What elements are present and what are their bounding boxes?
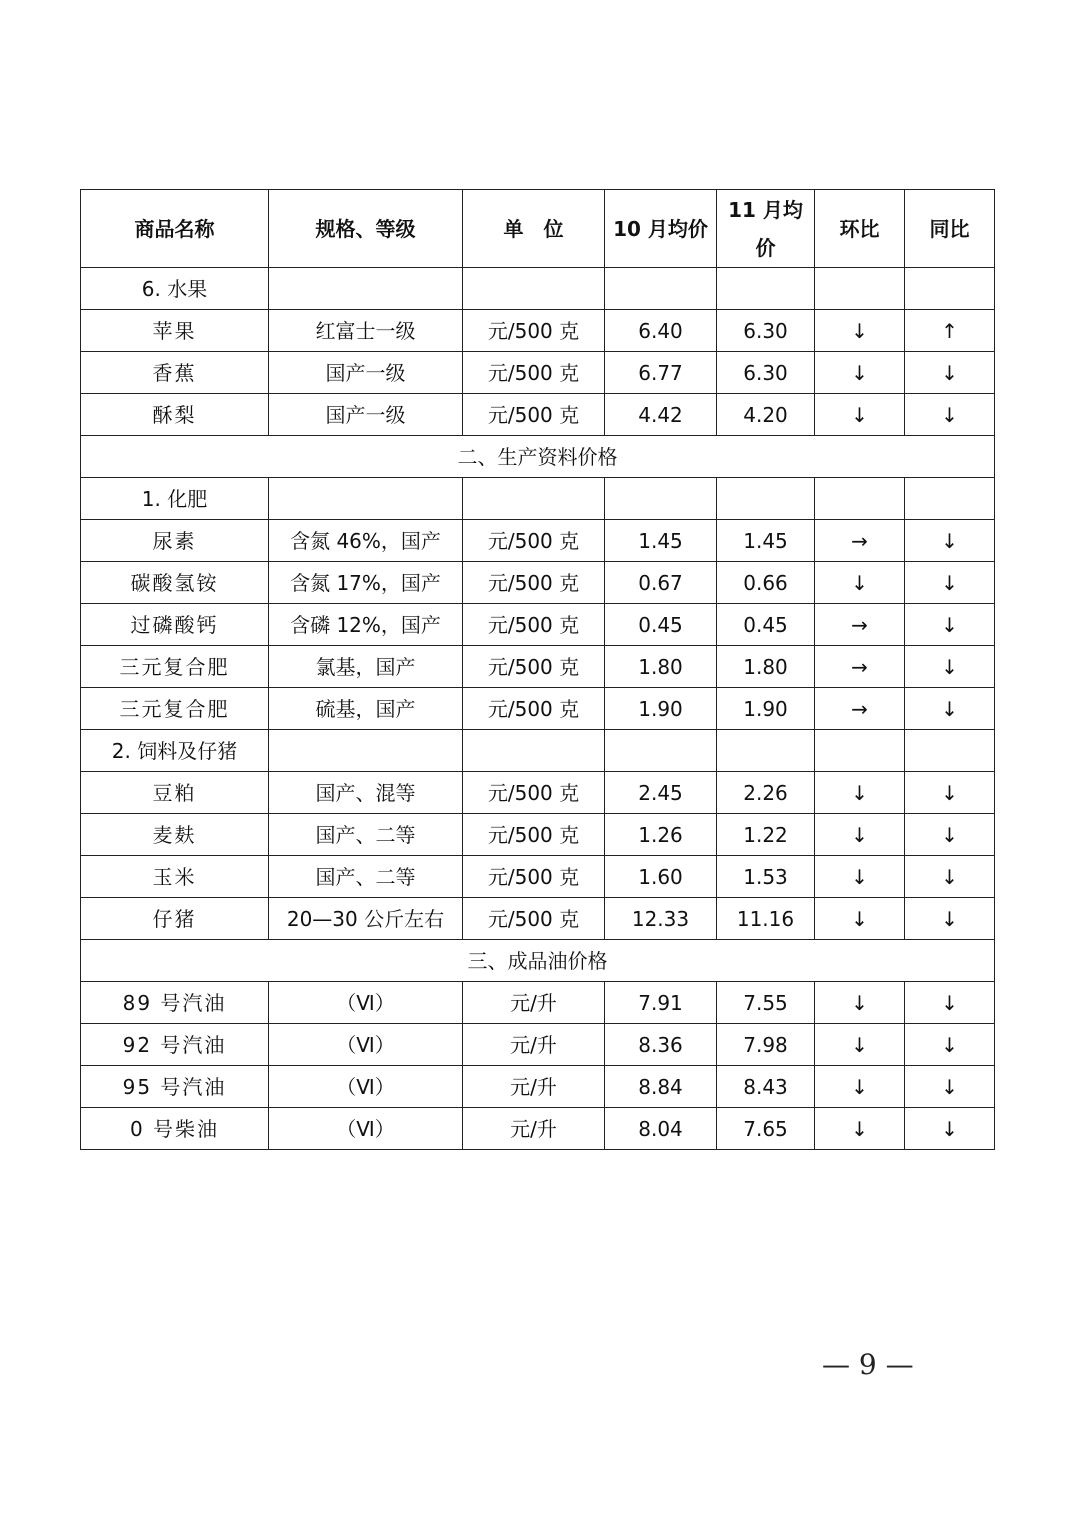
table-row	[81, 772, 995, 814]
cell-yoy: ↓	[905, 688, 995, 730]
category-row	[81, 730, 995, 772]
cell-oct: 1.45	[605, 520, 717, 562]
cell-unit: 元/升	[463, 1066, 605, 1108]
table-row	[81, 520, 995, 562]
cell-oct: 8.84	[605, 1066, 717, 1108]
empty-cell	[905, 730, 995, 772]
cell-yoy: ↓	[905, 1066, 995, 1108]
cell-spec: （Ⅵ）	[269, 1024, 463, 1066]
section-row	[81, 436, 995, 478]
table-row	[81, 982, 995, 1024]
cell-spec: 20—30 公斤左右	[269, 898, 463, 940]
header-unit: 单 位	[463, 190, 605, 268]
cell-mom: ↓	[815, 1108, 905, 1150]
table-row	[81, 1024, 995, 1066]
empty-cell	[815, 268, 905, 310]
cell-oct: 0.67	[605, 562, 717, 604]
cell-oct: 6.77	[605, 352, 717, 394]
cell-unit: 元/升	[463, 982, 605, 1024]
cell-nov: 2.26	[717, 772, 815, 814]
cell-mom: ↓	[815, 814, 905, 856]
cell-mom: ↓	[815, 982, 905, 1024]
cell-nov: 7.55	[717, 982, 815, 1024]
empty-cell	[269, 478, 463, 520]
empty-cell	[463, 268, 605, 310]
table-row	[81, 352, 995, 394]
cell-spec: 氯基，国产	[269, 646, 463, 688]
cell-mom: ↓	[815, 310, 905, 352]
empty-cell	[605, 730, 717, 772]
header-mom: 环比	[815, 190, 905, 268]
cell-mom: ↓	[815, 856, 905, 898]
header-nov-price	[717, 190, 815, 268]
cell-spec: 国产一级	[269, 394, 463, 436]
empty-cell	[905, 268, 995, 310]
header-oct-price: 10 月均价	[605, 190, 717, 268]
cell-name: 过磷酸钙	[81, 604, 269, 646]
cell-yoy: ↓	[905, 856, 995, 898]
header-row	[81, 190, 995, 268]
cell-oct: 8.36	[605, 1024, 717, 1066]
cell-unit: 元/500 克	[463, 310, 605, 352]
cell-yoy: ↓	[905, 352, 995, 394]
cell-nov: 11.16	[717, 898, 815, 940]
cell-yoy: ↓	[905, 1108, 995, 1150]
cell-nov: 0.66	[717, 562, 815, 604]
cell-oct: 6.40	[605, 310, 717, 352]
cell-nov: 7.98	[717, 1024, 815, 1066]
cell-oct: 1.26	[605, 814, 717, 856]
cell-unit: 元/500 克	[463, 814, 605, 856]
cell-mom: ↓	[815, 898, 905, 940]
table-row	[81, 1108, 995, 1150]
empty-cell	[463, 478, 605, 520]
empty-cell	[905, 478, 995, 520]
cell-spec: （Ⅵ）	[269, 1066, 463, 1108]
section-title: 二、生产资料价格	[81, 436, 995, 478]
cell-name: 碳酸氢铵	[81, 562, 269, 604]
cell-name: 0 号柴油	[81, 1108, 269, 1150]
cell-mom: ↓	[815, 352, 905, 394]
cell-oct: 0.45	[605, 604, 717, 646]
cell-spec: 国产、二等	[269, 856, 463, 898]
table-row	[81, 562, 995, 604]
cell-nov: 1.22	[717, 814, 815, 856]
cell-spec: 含磷 12%，国产	[269, 604, 463, 646]
section-row	[81, 940, 995, 982]
table-row	[81, 856, 995, 898]
cell-name: 三元复合肥	[81, 646, 269, 688]
header-yoy: 同比	[905, 190, 995, 268]
cell-unit: 元/升	[463, 1024, 605, 1066]
cell-name: 酥梨	[81, 394, 269, 436]
cell-mom: →	[815, 688, 905, 730]
category-row	[81, 268, 995, 310]
cell-spec: 国产一级	[269, 352, 463, 394]
cell-yoy: ↓	[905, 604, 995, 646]
cell-oct: 4.42	[605, 394, 717, 436]
header-name: 商品名称	[81, 190, 269, 268]
empty-cell	[717, 268, 815, 310]
cell-nov: 6.30	[717, 310, 815, 352]
page-number: — 9 —	[822, 1348, 914, 1381]
category-title: 2. 饲料及仔猪	[81, 730, 269, 772]
cell-unit: 元/升	[463, 1108, 605, 1150]
table-row	[81, 604, 995, 646]
cell-nov: 6.30	[717, 352, 815, 394]
cell-mom: ↓	[815, 562, 905, 604]
cell-name: 香蕉	[81, 352, 269, 394]
empty-cell	[269, 730, 463, 772]
section-title: 三、成品油价格	[81, 940, 995, 982]
table-row	[81, 1066, 995, 1108]
cell-unit: 元/500 克	[463, 394, 605, 436]
cell-mom: ↓	[815, 1024, 905, 1066]
empty-cell	[605, 478, 717, 520]
category-title: 6. 水果	[81, 268, 269, 310]
cell-mom: →	[815, 646, 905, 688]
cell-spec: 含氮 17%，国产	[269, 562, 463, 604]
cell-name: 麦麸	[81, 814, 269, 856]
empty-cell	[269, 268, 463, 310]
cell-spec: 国产、混等	[269, 772, 463, 814]
cell-yoy: ↓	[905, 814, 995, 856]
category-row	[81, 478, 995, 520]
cell-name: 玉米	[81, 856, 269, 898]
cell-unit: 元/500 克	[463, 898, 605, 940]
cell-unit: 元/500 克	[463, 688, 605, 730]
cell-nov: 1.45	[717, 520, 815, 562]
cell-spec: 国产、二等	[269, 814, 463, 856]
empty-cell	[815, 478, 905, 520]
cell-name: 92 号汽油	[81, 1024, 269, 1066]
cell-unit: 元/500 克	[463, 646, 605, 688]
cell-nov: 0.45	[717, 604, 815, 646]
cell-nov: 1.80	[717, 646, 815, 688]
cell-yoy: ↓	[905, 1024, 995, 1066]
empty-cell	[605, 268, 717, 310]
cell-yoy: ↓	[905, 982, 995, 1024]
cell-oct: 2.45	[605, 772, 717, 814]
header-spec: 规格、等级	[269, 190, 463, 268]
cell-name: 豆粕	[81, 772, 269, 814]
table-row	[81, 898, 995, 940]
cell-oct: 7.91	[605, 982, 717, 1024]
cell-name: 95 号汽油	[81, 1066, 269, 1108]
cell-spec: 红富士一级	[269, 310, 463, 352]
cell-name: 三元复合肥	[81, 688, 269, 730]
cell-unit: 元/500 克	[463, 562, 605, 604]
cell-unit: 元/500 克	[463, 772, 605, 814]
cell-mom: ↓	[815, 1066, 905, 1108]
cell-yoy: ↓	[905, 898, 995, 940]
cell-spec: 含氮 46%，国产	[269, 520, 463, 562]
empty-cell	[463, 730, 605, 772]
category-title: 1. 化肥	[81, 478, 269, 520]
cell-nov: 4.20	[717, 394, 815, 436]
cell-yoy: ↓	[905, 520, 995, 562]
cell-mom: →	[815, 520, 905, 562]
cell-oct: 1.90	[605, 688, 717, 730]
header-nov-line1: 11 月均	[728, 197, 803, 222]
cell-oct: 1.60	[605, 856, 717, 898]
cell-oct: 1.80	[605, 646, 717, 688]
empty-cell	[815, 730, 905, 772]
table-row	[81, 814, 995, 856]
cell-spec: （Ⅵ）	[269, 982, 463, 1024]
cell-mom: ↓	[815, 772, 905, 814]
table-row	[81, 646, 995, 688]
price-table	[80, 189, 995, 1150]
cell-name: 尿素	[81, 520, 269, 562]
cell-yoy: ↑	[905, 310, 995, 352]
cell-spec: 硫基，国产	[269, 688, 463, 730]
cell-yoy: ↓	[905, 562, 995, 604]
cell-unit: 元/500 克	[463, 604, 605, 646]
cell-name: 仔猪	[81, 898, 269, 940]
cell-yoy: ↓	[905, 772, 995, 814]
cell-yoy: ↓	[905, 394, 995, 436]
cell-oct: 12.33	[605, 898, 717, 940]
cell-nov: 8.43	[717, 1066, 815, 1108]
table-row	[81, 310, 995, 352]
cell-nov: 7.65	[717, 1108, 815, 1150]
cell-oct: 8.04	[605, 1108, 717, 1150]
cell-name: 苹果	[81, 310, 269, 352]
cell-spec: （Ⅵ）	[269, 1108, 463, 1150]
cell-yoy: ↓	[905, 646, 995, 688]
cell-mom: ↓	[815, 394, 905, 436]
cell-unit: 元/500 克	[463, 856, 605, 898]
empty-cell	[717, 730, 815, 772]
cell-mom: →	[815, 604, 905, 646]
empty-cell	[717, 478, 815, 520]
cell-unit: 元/500 克	[463, 520, 605, 562]
cell-unit: 元/500 克	[463, 352, 605, 394]
cell-nov: 1.90	[717, 688, 815, 730]
cell-nov: 1.53	[717, 856, 815, 898]
cell-name: 89 号汽油	[81, 982, 269, 1024]
table-row	[81, 688, 995, 730]
table-row	[81, 394, 995, 436]
header-nov-line2: 价	[755, 235, 776, 260]
